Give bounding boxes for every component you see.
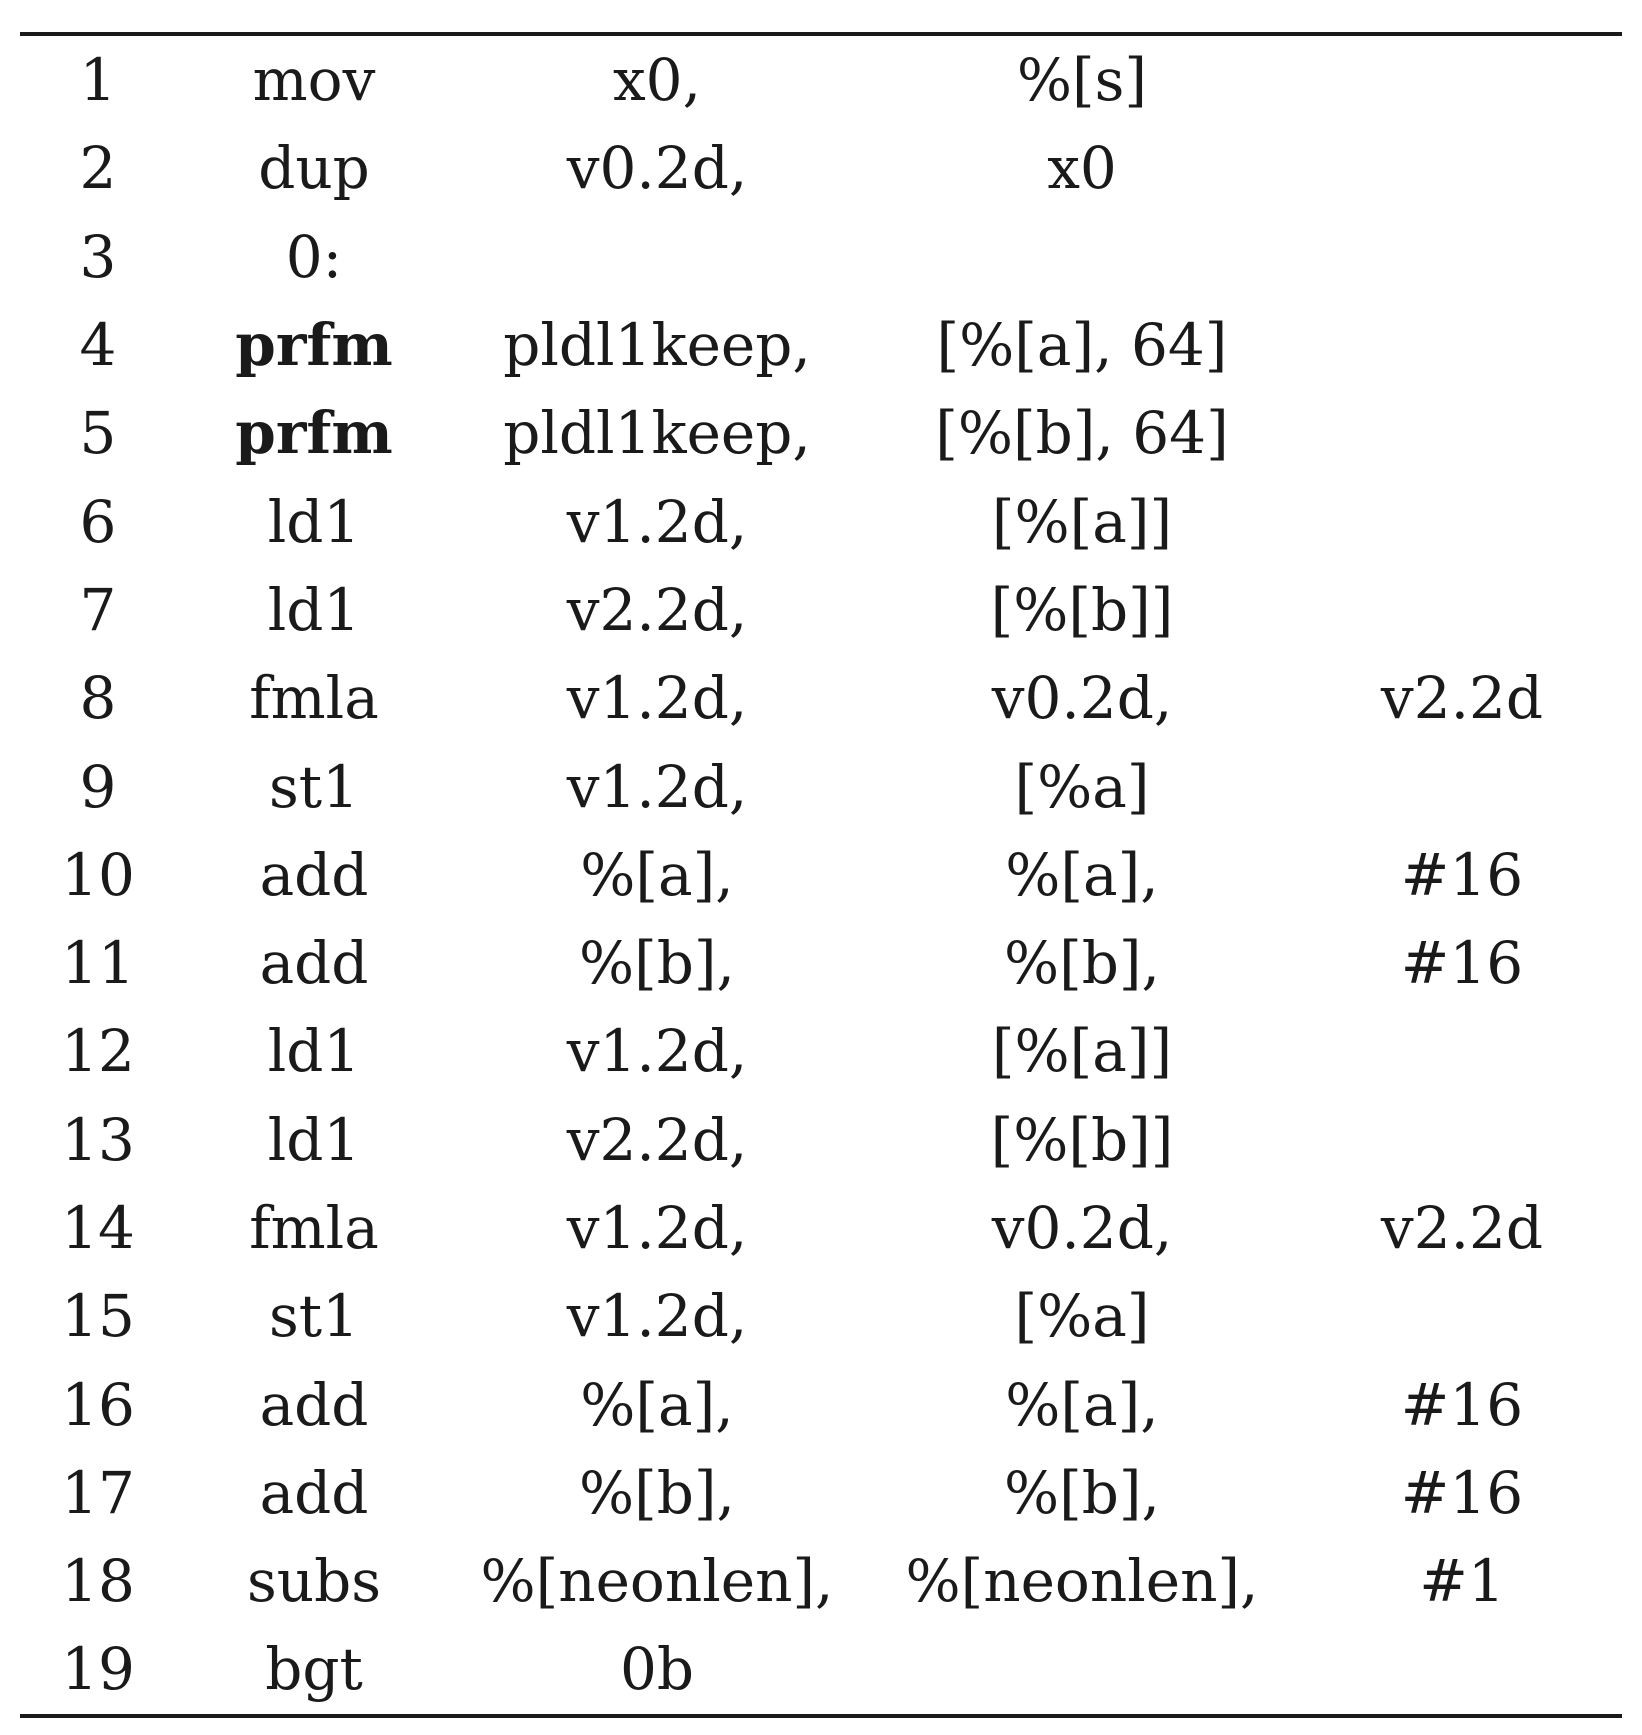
- operand-1: 0b: [619, 1635, 695, 1704]
- operand-3: [1302, 566, 1622, 654]
- line-number: 1: [79, 46, 117, 115]
- operand-1: v2.2d,: [566, 575, 748, 644]
- instruction-mnemonic: ld1: [267, 1105, 361, 1174]
- table-row: [20, 654, 1622, 742]
- operand-2: v0.2d,: [991, 664, 1173, 733]
- operand-2: [%[a]]: [991, 1017, 1173, 1086]
- operand-3: [1302, 124, 1622, 212]
- operand-1: v1.2d,: [566, 1194, 748, 1262]
- operand-3: [1302, 1096, 1622, 1184]
- listing-body: [20, 36, 1622, 1714]
- table-row: [20, 1537, 1622, 1625]
- instruction-mnemonic: fmla: [249, 1194, 379, 1262]
- operand-2: %[s]: [1016, 46, 1148, 115]
- operand-3: [1302, 389, 1622, 477]
- table-row: [20, 213, 1622, 301]
- operand-1: pldl1keep,: [503, 311, 811, 380]
- line-number: 12: [61, 1017, 135, 1086]
- line-number: 3: [79, 222, 117, 291]
- instruction-mnemonic: add: [259, 1458, 369, 1527]
- operand-3: #16: [1400, 1458, 1524, 1527]
- operand-2: [%[b], 64]: [935, 399, 1229, 468]
- operand-1: v1.2d,: [566, 487, 748, 556]
- line-number: 10: [61, 840, 135, 909]
- line-number: 13: [61, 1105, 135, 1174]
- operand-2: %[neonlen],: [905, 1547, 1259, 1616]
- instruction-mnemonic: prfm: [235, 311, 393, 380]
- operand-1: v1.2d,: [566, 752, 748, 821]
- instruction-mnemonic: ld1: [267, 487, 361, 556]
- operand-3: #1: [1419, 1547, 1505, 1616]
- table-row: [20, 301, 1622, 389]
- table-row: [20, 124, 1622, 212]
- table-row: [20, 831, 1622, 919]
- operand-2: [%[b]]: [990, 575, 1174, 644]
- operand-2: %[b],: [1004, 929, 1160, 998]
- operand-1: v2.2d,: [566, 1105, 748, 1174]
- operand-2: x0: [1047, 134, 1117, 203]
- operand-3: [1302, 477, 1622, 565]
- operand-1: v0.2d,: [566, 134, 748, 203]
- line-number: 6: [79, 487, 117, 556]
- operand-1: %[a],: [580, 1370, 734, 1439]
- line-number: 19: [61, 1635, 135, 1704]
- operand-3: [1302, 36, 1622, 124]
- operand-3: [1302, 742, 1622, 830]
- instruction-mnemonic: fmla: [249, 664, 379, 733]
- instruction-mnemonic: add: [259, 1370, 369, 1439]
- operand-1: v1.2d,: [566, 664, 748, 733]
- instruction-mnemonic: 0:: [285, 222, 343, 291]
- table-row: [20, 566, 1622, 654]
- instruction-mnemonic: prfm: [235, 399, 393, 468]
- instruction-mnemonic: ld1: [267, 1017, 361, 1086]
- operand-2: [%[a]]: [991, 487, 1173, 556]
- table-row: [20, 919, 1622, 1007]
- instruction-mnemonic: st1: [269, 752, 359, 821]
- operand-2: [%[a], 64]: [936, 311, 1228, 380]
- table-row: [20, 1625, 1622, 1713]
- instruction-mnemonic: subs: [246, 1547, 381, 1616]
- assembly-listing-table: [20, 36, 1622, 1714]
- operand-3: #16: [1400, 1370, 1524, 1439]
- table-row: [20, 742, 1622, 830]
- operand-3: #16: [1400, 840, 1524, 909]
- operand-3: [1302, 301, 1622, 389]
- operand-1: %[b],: [579, 1458, 735, 1527]
- line-number: 18: [61, 1547, 135, 1616]
- operand-1: %[neonlen],: [480, 1547, 834, 1616]
- line-number: 14: [61, 1194, 135, 1262]
- table-row: [20, 477, 1622, 565]
- line-number: 7: [79, 575, 117, 644]
- table-row: [20, 1184, 1622, 1272]
- line-number: 4: [79, 311, 117, 380]
- operand-2: %[b],: [1004, 1458, 1160, 1527]
- operand-2: %[a],: [1005, 840, 1159, 909]
- operand-3: [1302, 1625, 1622, 1713]
- operand-2: [%[b]]: [990, 1105, 1174, 1174]
- operand-3: v2.2d: [1380, 1194, 1544, 1262]
- operand-3: [1302, 1007, 1622, 1095]
- operand-1: v1.2d,: [566, 1017, 748, 1086]
- line-number: 2: [79, 134, 117, 203]
- operand-2: %[a],: [1005, 1370, 1159, 1439]
- instruction-mnemonic: bgt: [265, 1635, 363, 1704]
- line-number: 17: [61, 1458, 135, 1527]
- instruction-mnemonic: dup: [258, 134, 370, 203]
- operand-1: %[b],: [579, 929, 735, 998]
- line-number: 8: [79, 664, 117, 733]
- line-number: 15: [61, 1282, 135, 1351]
- instruction-mnemonic: ld1: [267, 575, 361, 644]
- table-row: [20, 1272, 1622, 1360]
- line-number: 16: [61, 1370, 135, 1439]
- operand-3: [1302, 1272, 1622, 1360]
- table-row: [20, 1449, 1622, 1537]
- operand-2: [%a]: [1014, 752, 1150, 821]
- operand-3: #16: [1400, 929, 1524, 998]
- operand-3: v2.2d: [1380, 664, 1544, 733]
- instruction-mnemonic: st1: [269, 1282, 359, 1351]
- bottom-rule: [20, 1714, 1622, 1718]
- operand-1: pldl1keep,: [503, 399, 811, 468]
- table-row: [20, 1360, 1622, 1448]
- operand-2: v0.2d,: [991, 1194, 1173, 1262]
- table-row: [20, 36, 1622, 124]
- table-row: [20, 1096, 1622, 1184]
- instruction-mnemonic: add: [259, 929, 369, 998]
- instruction-mnemonic: add: [259, 840, 369, 909]
- operand-1: x0,: [612, 46, 702, 115]
- line-number: 9: [79, 752, 117, 821]
- table-row: [20, 1007, 1622, 1095]
- line-number: 11: [61, 929, 135, 998]
- operand-3: [1302, 213, 1622, 301]
- operand-1: v1.2d,: [566, 1282, 748, 1351]
- line-number: 5: [79, 399, 117, 468]
- operand-2: [862, 213, 1302, 301]
- table-row: [20, 389, 1622, 477]
- operand-1: [452, 213, 862, 301]
- operand-2: [%a]: [1014, 1282, 1150, 1351]
- operand-1: %[a],: [580, 840, 734, 909]
- instruction-mnemonic: mov: [252, 46, 376, 115]
- operand-2: [862, 1625, 1302, 1713]
